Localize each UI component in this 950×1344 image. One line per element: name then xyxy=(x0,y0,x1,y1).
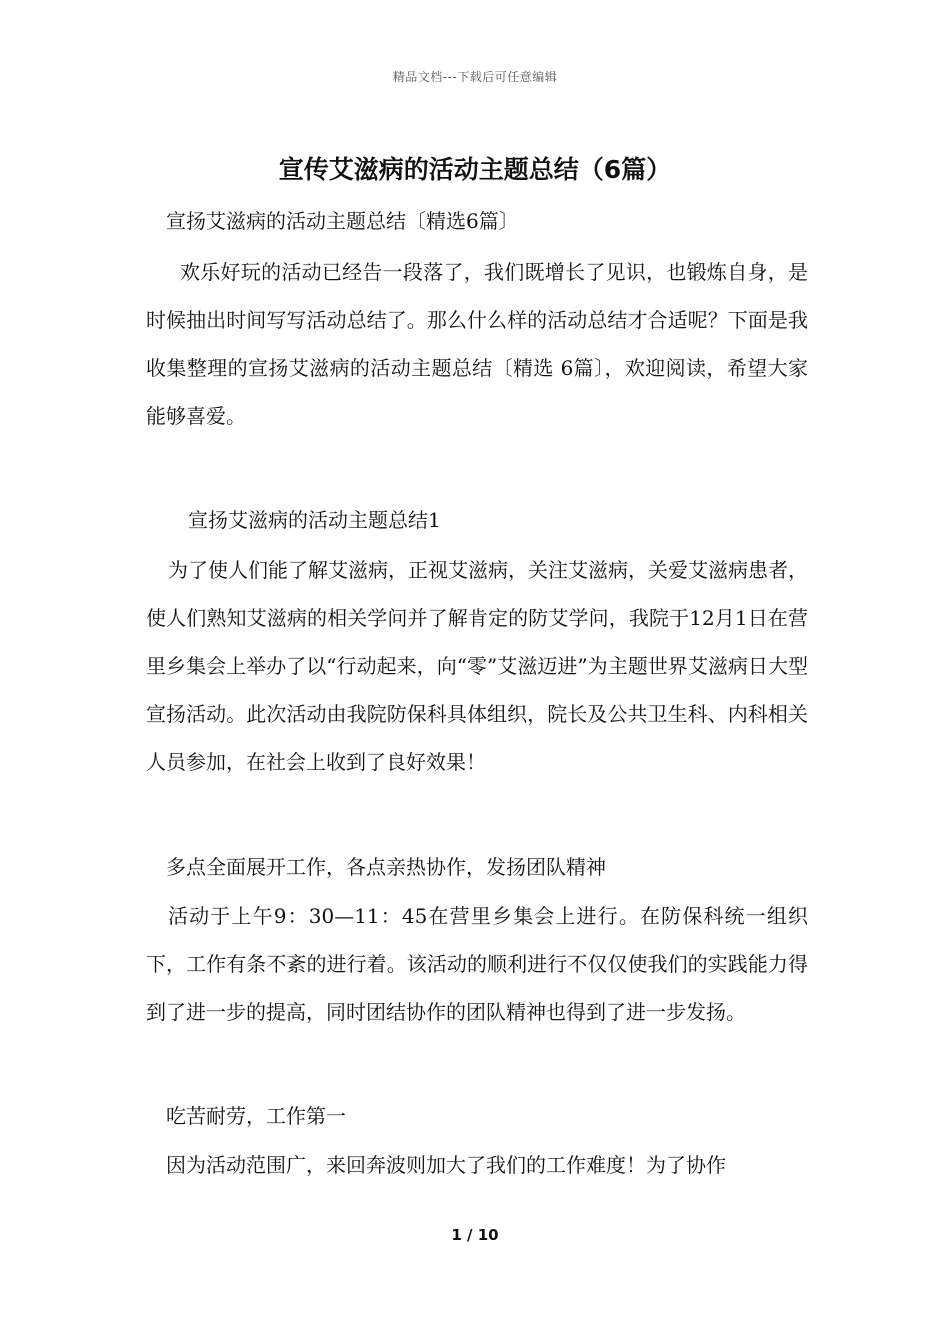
point-paragraph: 活动于上午9：30—11：45在营里乡集会上进行。在防保科统一组织下，工作有条不紊的进行着。该活动的顺利进行不仅仅使我们的实践能力得到了进一步的提高，同时团结协作的团队精神也得到了进一步发扬。 xyxy=(146,904,808,1024)
document-title: 宣传艾滋病的活动主题总结（6篇） xyxy=(278,155,672,184)
intro-paragraph: 欢乐好玩的活动已经告一段落了，我们既增长了见识，也锻炼自身，是时候抽出时间写写活动总结了。那么什么样的活动总结才合适呢？下面是我收集整理的宣扬艾滋病的活动主题总结〔精选 6篇〕，欢迎阅读，希望大家能够喜爱。 xyxy=(146,260,808,428)
document-subtitle: 宣扬艾滋病的活动主题总结〔精选6篇〕 xyxy=(166,209,519,233)
point-paragraph: 因为活动范围广，来回奔波则加大了我们的工作难度！为了协作 xyxy=(166,1153,726,1177)
point-heading: 吃苦耐劳，工作第一 xyxy=(166,1104,346,1128)
point-heading: 多点全面展开工作，各点亲热协作，发扬团队精神 xyxy=(166,855,606,879)
section-paragraph: 为了使人们能了解艾滋病，正视艾滋病，关注艾滋病，关爱艾滋病患者，使人们熟知艾滋病的相关学问并了解肯定的防艾学问，我院于12月1日在营里乡集会上举办了以“行动起来，向“零”艾滋迈进”为主题世界艾滋病日大型宣扬活动。此次活动由我院防保科具体组织，院长及公共卫生科、内科相关人员参加，在社会上收到了良好效果！ xyxy=(146,558,808,774)
page-number: 1 / 10 xyxy=(451,1226,499,1244)
section-heading: 宣扬艾滋病的活动主题总结1 xyxy=(188,508,441,532)
header-note: 精品文档---下载后可任意编辑 xyxy=(392,70,558,84)
